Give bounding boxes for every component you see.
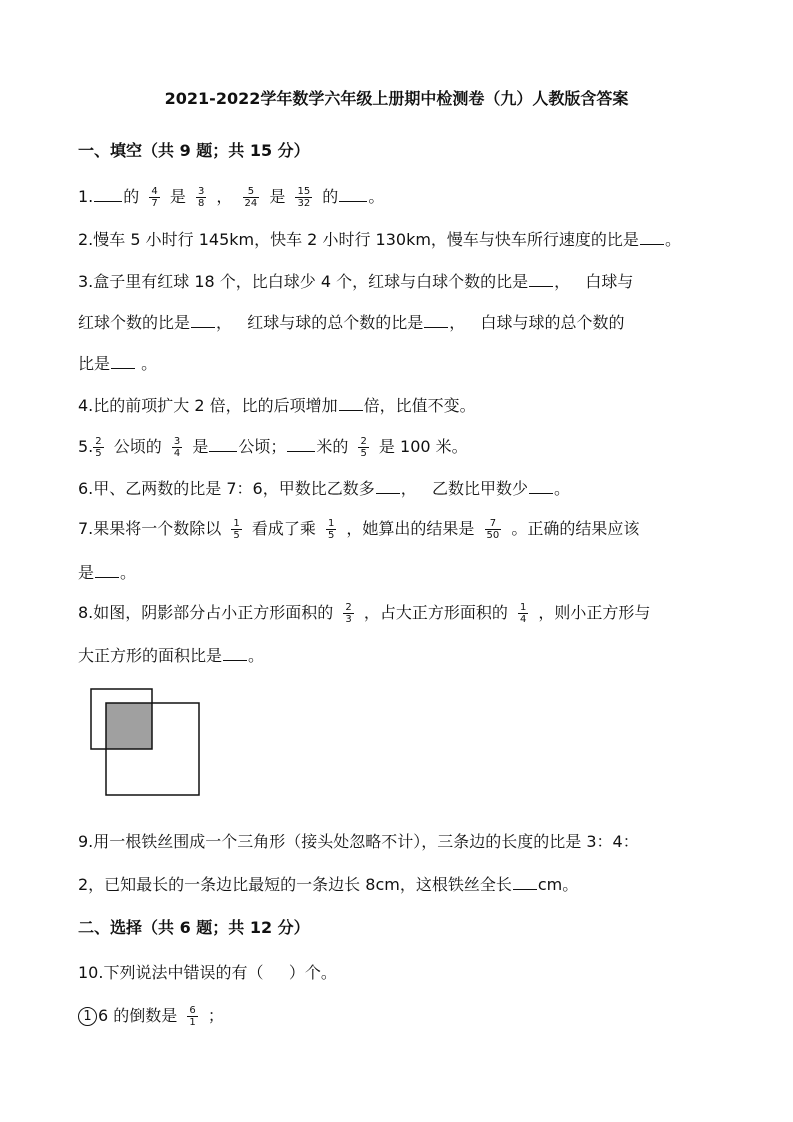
answer-blank[interactable] — [287, 435, 315, 452]
answer-blank[interactable] — [640, 228, 664, 245]
question-10-option-1: 1 6 的倒数是 $\frac{6}{1}$ ； — [78, 1005, 728, 1028]
question-7-line-2: 是 。 — [78, 563, 137, 582]
fraction: $\frac{1}{5}$ — [327, 518, 335, 541]
question-4: 4.比的前项扩大 2 倍，比的后项增加 倍，比值不变。 — [78, 396, 476, 415]
fraction: $\frac{5}{24}$ — [244, 186, 258, 209]
answer-blank[interactable] — [424, 311, 448, 328]
question-3-line-2: 红球个数的比是 ， 红球与球的总个数的比是 ， 白球与球的总个数的 — [78, 313, 625, 332]
question-9-line-2: 2，已知最长的一条边比最短的一条边长 8cm，这根铁丝全长 cm。 — [78, 875, 579, 894]
overlapping-squares-figure — [88, 686, 208, 802]
fraction: $\frac{6}{1}$ — [189, 1005, 196, 1028]
question-9-line-1: 9.用一根铁丝围成一个三角形（接头处忽略不计），三条边的长度的比是 3：4： — [78, 832, 639, 851]
fraction: $\frac{1}{4}$ — [519, 602, 527, 625]
answer-blank[interactable] — [376, 477, 400, 494]
fraction: $\frac{15}{32}$ — [297, 186, 311, 209]
question-10: 10.下列说法中错误的有（ ）个。 — [78, 963, 337, 982]
question-6: 6.甲、乙两数的比是 7：6，甲数比乙数多 ， 乙数比甲数少 。 — [78, 479, 570, 498]
question-3-line-3: 比是 。 — [78, 354, 158, 373]
answer-blank[interactable] — [95, 561, 119, 578]
question-8-line-1: 8.如图，阴影部分占小正方形面积的 $\frac{2}{3}$ ，占大正方形面积的 $\frac{1}{4}$ ，则小正方形与 — [78, 602, 651, 625]
section-heading-fill-in: 一、填空（共 9 题；共 15 分） — [78, 141, 310, 160]
fraction: $\frac{1}{5}$ — [233, 518, 240, 541]
answer-blank[interactable] — [339, 394, 363, 411]
answer-blank[interactable] — [529, 270, 553, 287]
fraction: $\frac{4}{7}$ — [151, 186, 158, 209]
fraction: $\frac{7}{50}$ — [486, 518, 500, 541]
question-2: 2.慢车 5 小时行 145km，快车 2 小时行 130km，慢车与快车所行速度的比是 。 — [78, 230, 681, 249]
answer-blank[interactable] — [111, 352, 135, 369]
overlap-shaded-region — [106, 703, 152, 749]
page-title: 2021-2022学年数学六年级上册期中检测卷（九）人教版含答案 — [164, 89, 629, 108]
fraction: $\frac{2}{3}$ — [345, 602, 352, 625]
question-5: 5. $\frac{2}{5}$ 公顷的 $\frac{3}{4}$ 是 公顷； 米的 $\frac{2}{5}$ 是 100 米。 — [78, 436, 468, 459]
answer-blank[interactable] — [223, 644, 247, 661]
question-8-line-2: 大正方形的面积比是 。 — [78, 646, 265, 665]
question-1: 1. 的 $\frac{4}{7}$ 是 $\frac{3}{8}$ ， $\frac{5}{24}$ 是 $\frac{15}{32}$ 的 。 — [78, 186, 385, 209]
question-3-line-1: 3.盒子里有红球 18 个，比白球少 4 个，红球与白球个数的比是 ， 白球与 — [78, 272, 634, 291]
answer-blank[interactable] — [94, 185, 122, 202]
answer-blank[interactable] — [513, 873, 537, 890]
answer-blank[interactable] — [191, 311, 215, 328]
fraction: $\frac{3}{8}$ — [197, 186, 205, 209]
fraction: $\frac{2}{5}$ — [95, 436, 102, 459]
question-7-line-1: 7.果果将一个数除以 $\frac{1}{5}$ 看成了乘 $\frac{1}{5}$ ，她算出的结果是 $\frac{7}{50}$ 。正确的结果应该 — [78, 518, 640, 541]
section-heading-multiple-choice: 二、选择（共 6 题；共 12 分） — [78, 918, 310, 937]
fraction: $\frac{2}{5}$ — [360, 436, 367, 459]
answer-blank[interactable] — [209, 435, 237, 452]
answer-blank[interactable] — [529, 477, 553, 494]
fraction: $\frac{3}{4}$ — [173, 436, 181, 459]
answer-blank[interactable] — [339, 185, 367, 202]
circled-number: 1 — [78, 1007, 97, 1026]
